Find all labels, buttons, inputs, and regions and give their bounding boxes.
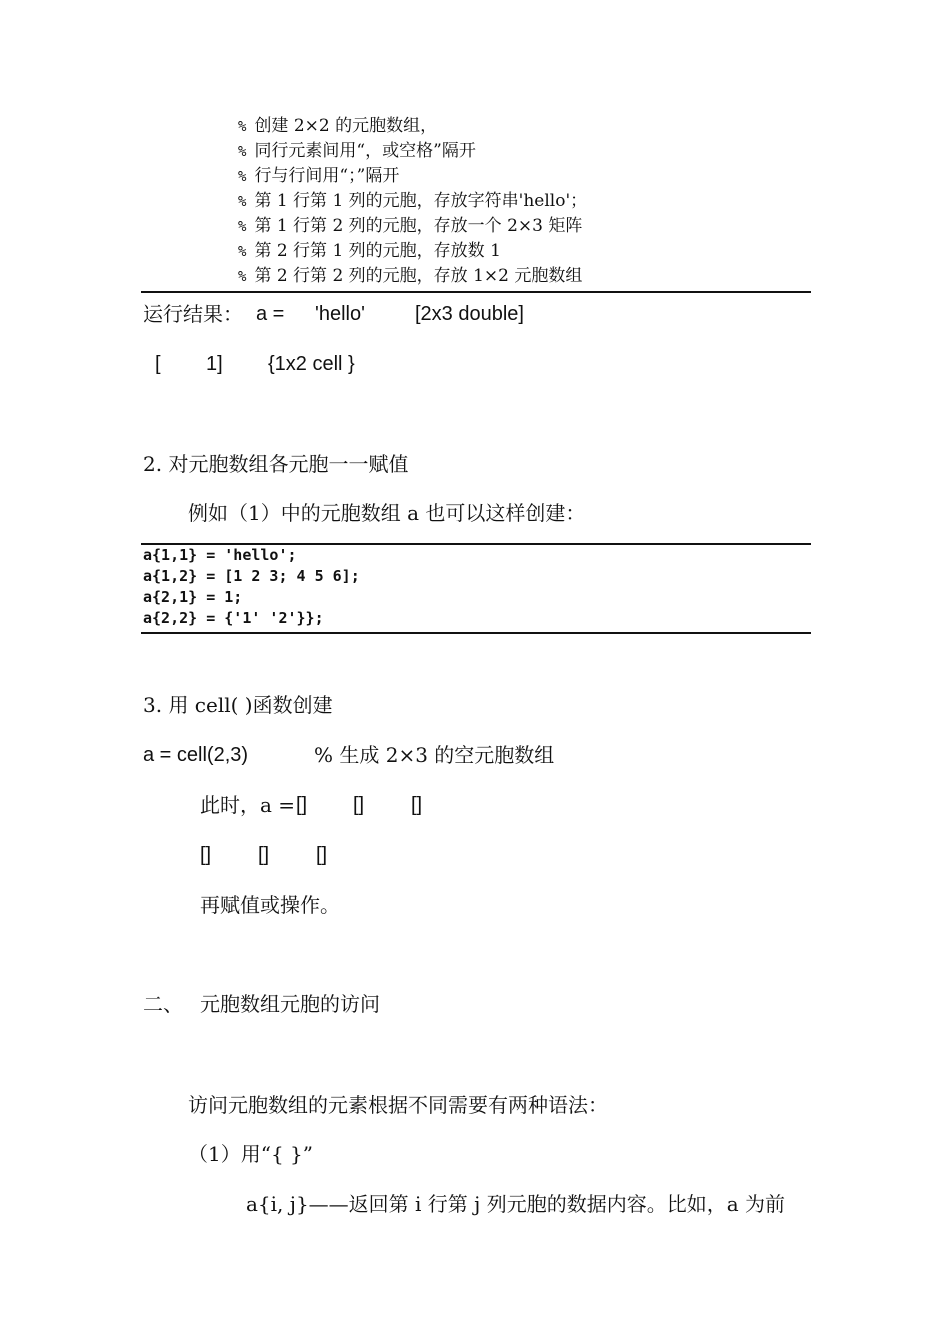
code-line: a{2,2} = {'1' '2'}}; (143, 609, 324, 627)
comment-line (238, 139, 476, 165)
comment-line (238, 214, 582, 240)
comment-line (238, 164, 399, 190)
code-line: a{1,2} = [1 2 3; 4 5 6]; (143, 567, 360, 585)
result-r1c1: 'hello' (315, 303, 365, 325)
code-line: a{2,1} = 1; (143, 588, 243, 606)
empty-cell: [] (353, 794, 365, 816)
divider (141, 291, 811, 293)
percent-sign: % (238, 269, 247, 285)
access-item1-desc: a{i, j}——返回第 i 行第 j 列元胞的数据内容。比如，a 为前 (246, 1192, 785, 1216)
comment-text: 第 1 行第 1 列的元胞，存放字符串'hello'； (254, 191, 588, 211)
percent-sign: % (238, 244, 247, 260)
section2-heading: 2. 对元胞数组各元胞一一赋值 (143, 452, 409, 476)
percent-sign: % (238, 144, 247, 160)
percent-sign: % (238, 219, 247, 235)
empty-cell: [] (258, 844, 270, 866)
chapter-title: 元胞数组元胞的访问 (200, 992, 380, 1016)
result-a-eq: a = (256, 303, 285, 325)
comment-text: 第 1 行第 2 列的元胞，存放一个 2×3 矩阵 (254, 216, 583, 236)
comment-text: 第 2 行第 2 列的元胞，存放 1×2 元胞数组 (254, 266, 583, 286)
section3-code: a = cell(2,3) (143, 744, 249, 766)
empty-cell: [] (316, 844, 328, 866)
empty-cell: [] (411, 794, 423, 816)
chapter-number: 二、 (143, 992, 183, 1016)
comment-line (238, 264, 582, 290)
result-r1c2: [2x3 double] (415, 303, 524, 325)
empty-cell: [] (200, 844, 212, 866)
percent-sign: % (238, 169, 247, 185)
result-r2c2: {1x2 cell } (268, 353, 355, 375)
section3-comment: % 生成 2×3 的空元胞数组 (314, 743, 555, 767)
comment-line (238, 239, 501, 265)
section3-after: 再赋值或操作。 (200, 893, 340, 917)
access-item1: （1）用“{ }” (188, 1142, 313, 1166)
comment-text: 创建 2×2 的元胞数组， (254, 116, 438, 136)
result-r2c1-open: [ (155, 353, 161, 375)
percent-sign: % (238, 194, 247, 210)
percent-sign: % (238, 119, 247, 135)
comment-text: 第 2 行第 1 列的元胞，存放数 1 (254, 241, 501, 261)
comment-text: 行与行间用“；”隔开 (254, 166, 400, 186)
comment-line (238, 114, 437, 140)
code-line: a{1,1} = 'hello'; (143, 546, 297, 564)
divider (141, 632, 811, 634)
comment-line (238, 189, 587, 215)
result-label: 运行结果： (143, 302, 243, 326)
access-intro: 访问元胞数组的元素根据不同需要有两种语法： (188, 1093, 608, 1117)
comment-text: 同行元素间用“，或空格”隔开 (254, 141, 476, 161)
empty-cell: [] (296, 794, 308, 816)
state-label: 此时，a = (200, 793, 296, 817)
result-r2c1-val: 1] (206, 353, 223, 375)
section3-heading: 3. 用 cell( )函数创建 (143, 693, 333, 717)
section2-intro: 例如（1）中的元胞数组 a 也可以这样创建： (188, 501, 586, 525)
